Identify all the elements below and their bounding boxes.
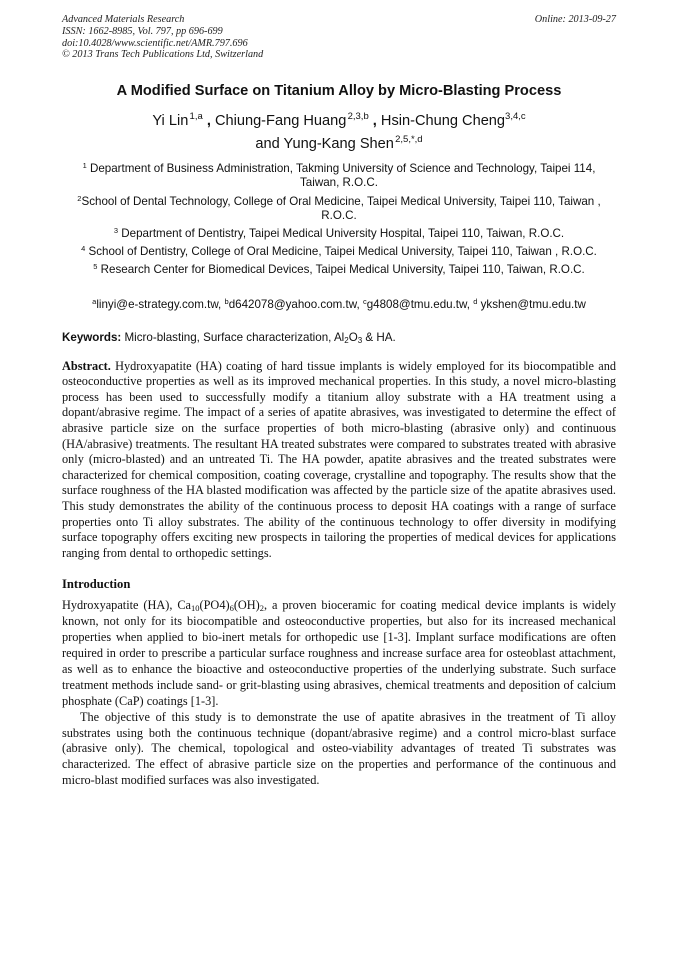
text-run: , a proven bioceramic for coating medical device implants is widely known, not only for its biocompatible and osteoconductive properties, but also for its increased mechanical properties when applied to bio-inert metals for orthopedic use [1-3]. Implant surface modifications are often required in order to prescribe a particular surface roughness and increase surface area for osteoblast attachment, as well as to enhance the bioactive and osteoconductive properties of the underlying substrate. Such surface treatment methods include sand- or grit-blasting using abrasives, chemical treatments and deposition of calcium phosphate (CaP) coatings [1-3]. [62, 598, 616, 708]
email-address[interactable]: linyi@e-strategy.com.tw, [96, 297, 222, 311]
email-address[interactable]: ykshen@tmu.edu.tw [480, 297, 586, 311]
affiliations [62, 162, 616, 277]
email-address[interactable]: d642078@yahoo.com.tw, [228, 297, 360, 311]
text-run: (OH) [233, 598, 260, 613]
email-sup: a [92, 296, 97, 306]
affiliation-item [62, 162, 616, 190]
online-date: Online: 2013-09-27 [534, 14, 616, 25]
affiliation-item [62, 263, 616, 277]
copyright-line: © 2013 Trans Tech Publications Ltd, Switzerland [62, 49, 264, 61]
author-line-2 [62, 133, 616, 156]
keywords-text: Micro-blasting, Surface characterization, Al [124, 330, 345, 344]
affiliation-number: 5 [93, 262, 98, 272]
text-run: Hydroxyapatite (HA), Ca [62, 598, 191, 613]
abstract [62, 359, 616, 562]
journal-name: Advanced Materials Research [62, 14, 185, 25]
author-sup: 2,3,b [347, 111, 369, 123]
author-line-1 [62, 110, 616, 133]
keywords-text: & HA. [362, 330, 396, 344]
affiliation-item [62, 227, 616, 241]
abstract-label: Abstract. [62, 358, 111, 373]
doi-line: doi:10.4028/www.scientific.net/AMR.797.696 [62, 37, 248, 49]
subscript: 2 [259, 603, 265, 614]
abstract-text: Hydroxyapatite (HA) coating of hard tissue implants is widely employed for its biocompatible and osteoconductive properties as well as its improved mechanical properties. In this study, a novel micro-blasting process has been used to successfully modify a titanium alloy substrate with a HA treatment using a dopant/abrasive regime. The impact of a series of apatite abrasives, was investigated to determine the effect of abrasive particle size on the surface properties of both micro-blasting (abrasive only) and continuous (HA/abrasive) treatments. The resultant HA treated substrates were compared to substrates treated with abrasive only (micro-blasted) and an untreated Ti. The HA powder, apatite abrasives and the treated substrates were characterized for chemical composition, coating coverage, crystalline and topography. The results show that the surface roughness of the HA blasted modification was affected by the particle size of the apatite abrasives used. This study demonstrates the ability of the continuous process to deposit HA coatings with a range of surface properties onto Ti alloy substrates. The ability of the continuous technology to offer diversity in modifying surface topography offers exciting new prospects in tailoring the properties of medical devices for applications ranging from dental to orthopedic settings. [62, 358, 616, 560]
author-name: Chiung-Fang Huang [214, 113, 347, 130]
keywords [62, 331, 616, 344]
intro-paragraph-2: The objective of this study is to demonstrate the use of apatite abrasives in the treatment of Ti alloy substrates using both the continuous technique (dopant/abrasive regime) and a control micro-blast surface (abrasive only). The chemical, topological and osteo-viability advantages of treated Ti substrates was characterized. The effect of abrasive particle size on the properties and performance of the continuous and micro-blast modified surfaces was also investigated. [62, 709, 616, 788]
running-header [62, 14, 616, 61]
author-sup: 1,a [189, 111, 203, 123]
affiliation-text: Research Center for Biomedical Devices, Taipei Medical University, Taipei 110, Taiwan, R.O.C. [100, 263, 585, 277]
affiliation-text: School of Dental Technology, College of Oral Medicine, Taipei Medical University, Taipei 110, Taiwan , R.O.C. [81, 194, 601, 222]
author-and: and [255, 136, 280, 153]
affiliation-item [62, 195, 616, 223]
author-name: Hsin-Chung Cheng [380, 113, 506, 130]
affiliation-text: School of Dentistry, College of Oral Medicine, Taipei Medical University, Taipei 110, Taiwan , R.O.C. [88, 245, 597, 259]
affiliation-number: 1 [82, 161, 87, 171]
subscript: 10 [191, 603, 200, 614]
author-sup: 3,4,c [505, 111, 526, 123]
affiliation-item [62, 245, 616, 259]
email-sup: c [362, 296, 367, 306]
publication-info [62, 14, 263, 61]
affiliation-number: 4 [81, 244, 86, 254]
keywords-sub: 2 [344, 335, 349, 345]
keywords-sub: 3 [357, 335, 363, 345]
author-list [62, 110, 616, 156]
author-sup: 2,5,*,d [395, 134, 423, 146]
text-run: (PO4) [199, 598, 230, 613]
issn-line: ISSN: 1662-8985, Vol. 797, pp 696-699 [62, 25, 223, 37]
affiliation-text: Department of Business Administration, Takming University of Science and Technology, Taipei 114, Taiwan, R.O.C. [89, 162, 596, 190]
email-sup: b [224, 296, 229, 306]
author-separator: , [372, 113, 377, 130]
author-name: Yung-Kang Shen [283, 136, 394, 153]
email-list [62, 298, 616, 311]
email-address[interactable]: g4808@tmu.edu.tw, [366, 297, 470, 311]
paper-title: A Modified Surface on Titanium Alloy by Micro-Blasting Process [116, 83, 562, 100]
affiliation-number: 2 [77, 193, 82, 203]
intro-paragraph-1 [62, 598, 616, 709]
affiliation-number: 3 [113, 226, 119, 235]
email-sup: d [473, 296, 478, 306]
keywords-text: O [348, 330, 358, 344]
keywords-label: Keywords: [62, 330, 122, 344]
author-separator: , [206, 113, 211, 130]
affiliation-text: Department of Dentistry, Taipei Medical University Hospital, Taipei 110, Taiwan, R.O.C. [121, 227, 565, 240]
section-heading-introduction: Introduction [62, 577, 131, 592]
subscript: 6 [229, 603, 234, 614]
author-name: Yi Lin [152, 113, 189, 130]
